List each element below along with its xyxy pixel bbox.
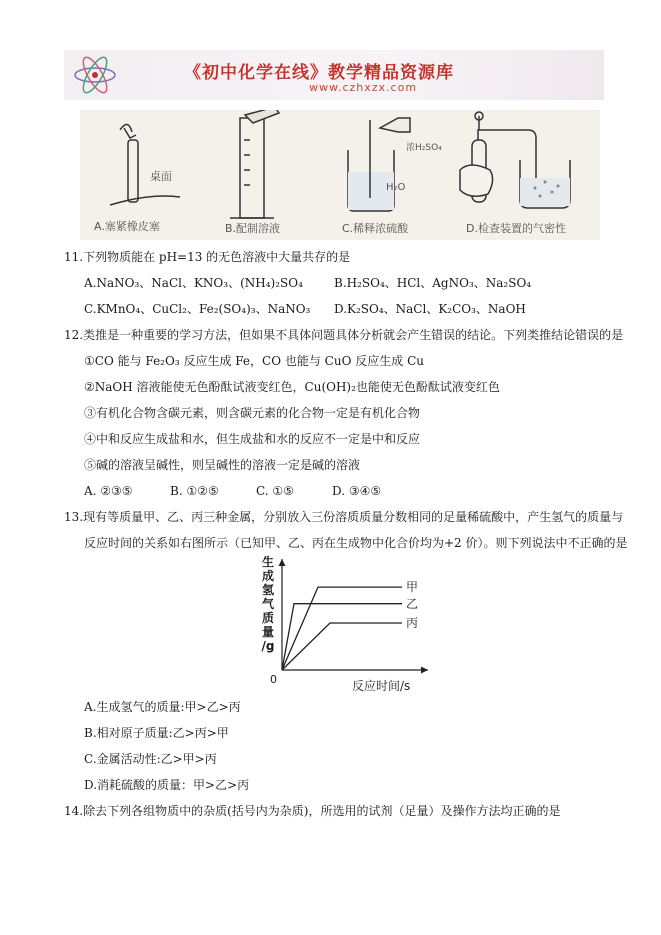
q13-option-b: B.相对原子质量:乙>丙>甲: [84, 726, 229, 740]
q12-statement-2: ②NaOH 溶液能使无色酚酞试液变红色，Cu(OH)₂也能使无色酚酞试液变红色: [84, 380, 500, 394]
y-axis-label-char: 气: [261, 597, 274, 611]
q14-stem: 14.除去下列各组物质中的杂质(括号内为杂质)，所选用的试剂（足量）及操作方法均正确的是: [64, 804, 561, 818]
caption-a: A.塞紧橡皮塞: [94, 220, 160, 233]
y-axis-label-char: 量: [261, 625, 274, 639]
header-url: www.czhxzx.com: [309, 81, 418, 94]
series-line-0: [282, 587, 402, 670]
q12-statement-1: ①CO 能与 Fe₂O₃ 反应生成 Fe，CO 也能与 CuO 反应生成 Cu: [84, 354, 424, 368]
caption-c: C.稀释浓硫酸: [342, 222, 409, 235]
q13-option-c: C.金属活动性:乙>甲>丙: [84, 752, 217, 766]
caption-d: D.检查装置的气密性: [466, 222, 566, 235]
y-axis-label-char: 成: [261, 569, 274, 583]
conc-acid-label: 浓H₂SO₄: [406, 143, 442, 153]
origin-label: 0: [270, 673, 277, 686]
header-banner: [64, 50, 604, 100]
atom-logo-icon: [72, 54, 118, 96]
apparatus-figure: [80, 110, 600, 240]
q11-option-b: B.H₂SO₄、HCl、AgNO₃、Na₂SO₄: [334, 276, 532, 290]
q11-stem: 11.下列物质能在 pH=13 的无色溶液中大量共存的是: [64, 250, 351, 264]
caption-b: B.配制溶液: [225, 222, 281, 235]
bench-label: 桌面: [150, 170, 172, 183]
y-axis-label: [260, 555, 276, 653]
q11-option-d: D.K₂SO₄、NaCl、K₂CO₃、NaOH: [334, 302, 526, 316]
y-axis-label-char: /g: [261, 639, 275, 653]
x-axis-label: 反应时间/s: [352, 679, 411, 693]
hydrogen-time-graph: [252, 555, 442, 695]
y-axis-label-char: 氢: [261, 583, 274, 597]
q12-statement-5: ⑤碱的溶液呈碱性，则呈碱性的溶液一定是碱的溶液: [84, 458, 361, 472]
series-label-2: 丙: [406, 616, 419, 631]
series-line-1: [282, 604, 402, 670]
q11-option-a: A.NaNO₃、NaCl、KNO₃、(NH₄)₂SO₄: [84, 276, 303, 290]
series-label-1: 乙: [406, 596, 419, 611]
q13-stem-line2: 反应时间的关系如右图所示（已知甲、乙、丙在生成物中化合价均为+2 价）。则下列说法中不正确的是: [84, 536, 628, 550]
q12-stem: 12.类推是一种重要的学习方法，但如果不具体问题具体分析就会产生错误的结论。下列类推结论错误的是: [64, 328, 624, 342]
y-axis-label-char: 质: [261, 611, 274, 625]
q13-option-a: A.生成氢气的质量:甲>乙>丙: [84, 700, 241, 714]
q13-stem-line1: 13.现有等质量甲、乙、丙三种金属，分别放入三份溶质质量分数相同的足量稀硫酸中，产生氢气的质量与: [64, 510, 624, 524]
y-axis-label-char: 生: [261, 555, 274, 569]
q12-option-b: B. ①②⑤: [170, 484, 219, 498]
q11-option-c: C.KMnO₄、CuCl₂、Fe₂(SO₄)₃、NaNO₃: [84, 302, 311, 316]
q12-option-c: C. ①⑤: [256, 484, 294, 498]
q12-option-a: A. ②③⑤: [84, 484, 133, 498]
q12-option-d: D. ③④⑤: [332, 484, 382, 498]
series-label-0: 甲: [406, 580, 419, 595]
water-label: H₂O: [386, 182, 406, 193]
q12-statement-4: ④中和反应生成盐和水，但生成盐和水的反应不一定是中和反应: [84, 432, 421, 446]
q12-statement-3: ③有机化合物含碳元素，则含碳元素的化合物一定是有机化合物: [84, 406, 421, 420]
q13-option-d: D.消耗硫酸的质量：甲>乙>丙: [84, 778, 250, 792]
header-title: 《初中化学在线》教学精品资源库: [184, 63, 454, 83]
